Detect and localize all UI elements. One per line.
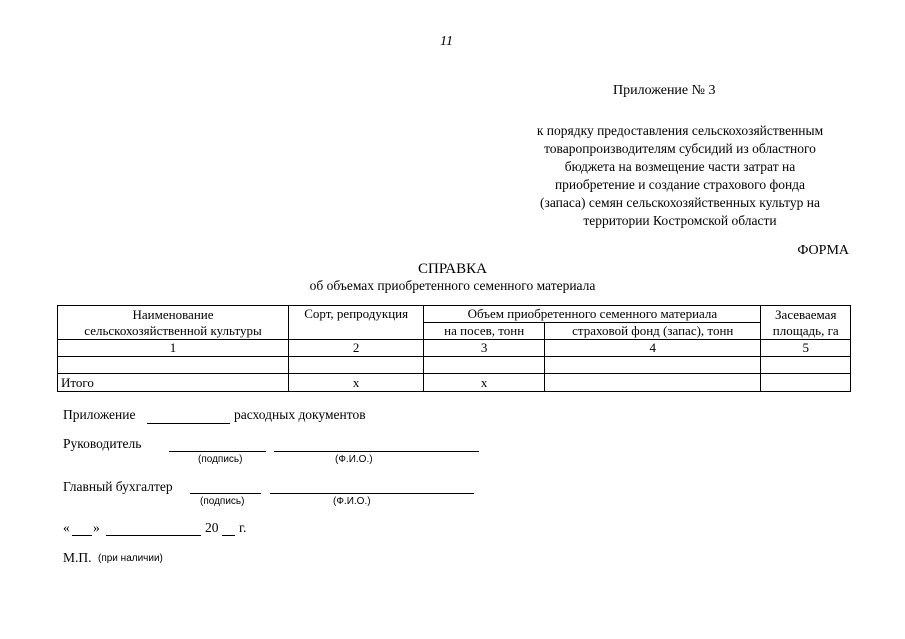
chief-accountant-signature-field <box>190 493 261 494</box>
document-subtitle: об объемах приобретенного семенного материала <box>309 278 596 293</box>
document-title: СПРАВКА <box>418 261 487 277</box>
date-year-prefix: 20 <box>205 520 219 535</box>
table-cell <box>545 357 761 374</box>
chief-accountant-name-caption: (Ф.И.О.) <box>333 496 371 507</box>
header-area-line: Засеваемая <box>775 306 837 322</box>
director-label: Руководитель <box>63 436 142 451</box>
appendix-line: бюджета на возмещение части затрат на <box>564 159 796 174</box>
page-number: 11 <box>440 34 453 49</box>
appendix-line: (запаса) семян сельскохозяйственных культур на <box>540 195 820 210</box>
column-number: 4 <box>545 340 761 357</box>
table-cell <box>424 357 545 374</box>
date-day-field <box>72 535 92 536</box>
form-label: ФОРМА <box>797 243 849 258</box>
attachment-prefix: Приложение <box>63 407 136 422</box>
stamp-label: М.П. <box>63 550 92 565</box>
date-month-field <box>106 535 201 536</box>
table-row-empty <box>58 357 851 374</box>
table-cell <box>289 357 424 374</box>
table-header-row <box>58 306 851 323</box>
header-crop-name <box>58 306 289 340</box>
total-volume-sowing: х <box>424 374 545 392</box>
director-signature-field <box>169 451 266 452</box>
director-name-caption: (Ф.И.О.) <box>335 454 373 465</box>
chief-accountant-signature-caption: (подпись) <box>200 496 245 507</box>
column-number: 5 <box>761 340 851 357</box>
table-row-total <box>58 374 851 392</box>
appendix-line: приобретение и создание страхового фонда <box>554 177 806 192</box>
column-number: 2 <box>289 340 424 357</box>
appendix-line: территории Костромской области <box>583 213 777 228</box>
header-area <box>761 306 851 340</box>
header-crop-name-line: Наименование <box>132 306 214 322</box>
director-name-field <box>274 451 479 452</box>
column-number: 1 <box>58 340 289 357</box>
date-open-quote: « <box>63 520 70 535</box>
report-table <box>57 305 851 392</box>
header-volume-reserve: страховой фонд (запас), тонн <box>545 323 761 340</box>
column-number: 3 <box>424 340 545 357</box>
appendix-description <box>510 122 850 230</box>
header-crop-name-line: сельскохозяйственной культуры <box>84 322 262 338</box>
table-row-column-numbers <box>58 340 851 357</box>
appendix-title: Приложение № 3 <box>613 83 716 98</box>
total-label: Итого <box>58 374 289 392</box>
appendix-line: к порядку предоставления сельскохозяйственным <box>536 123 824 138</box>
director-signature-caption: (подпись) <box>198 454 243 465</box>
date-close-quote: » <box>93 520 100 535</box>
stamp-note: (при наличии) <box>98 553 163 564</box>
attachment-suffix: расходных документов <box>234 407 366 422</box>
date-year-suffix: г. <box>239 520 247 535</box>
attachment-count-field <box>147 423 230 424</box>
total-volume-reserve <box>545 374 761 392</box>
header-area-line: площадь, га <box>772 322 839 338</box>
header-variety: Сорт, репродукция <box>289 306 424 340</box>
header-volume: Объем приобретенного семенного материала <box>424 306 761 323</box>
chief-accountant-name-field <box>270 493 474 494</box>
header-volume-sowing: на посев, тонн <box>424 323 545 340</box>
table-cell <box>761 357 851 374</box>
total-area <box>761 374 851 392</box>
total-variety: х <box>289 374 424 392</box>
table-cell <box>58 357 289 374</box>
chief-accountant-label: Главный бухгалтер <box>63 479 173 494</box>
appendix-line: товаропроизводителям субсидий из областного <box>544 141 816 156</box>
date-year-field <box>222 535 235 536</box>
